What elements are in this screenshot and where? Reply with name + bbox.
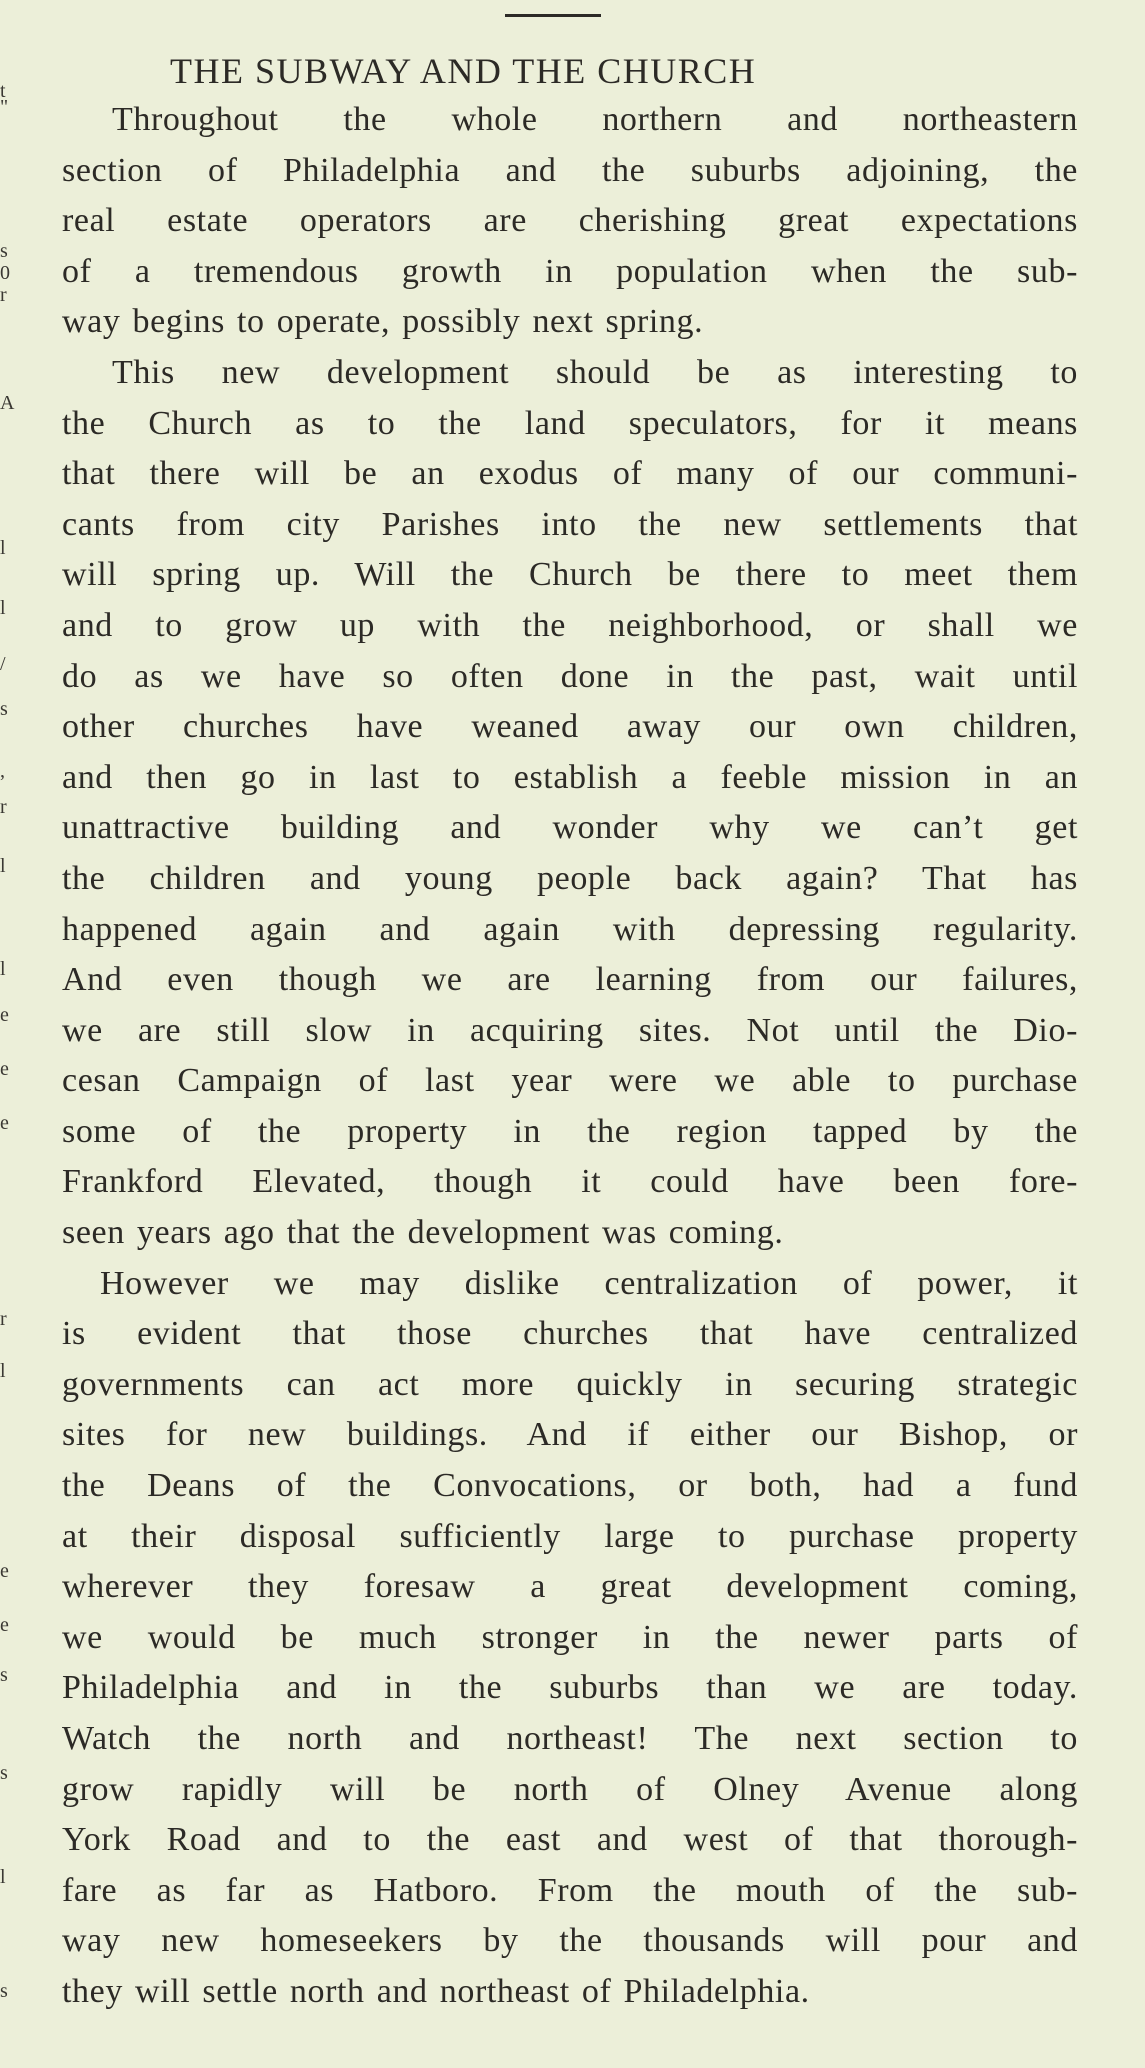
paragraph-2 [62, 348, 1078, 1259]
text-line: fare as far as Hatboro. From the mouth of the sub- [62, 1871, 1078, 1909]
margin-fragment: s [0, 1762, 8, 1784]
text-line: they will settle north and northeast of Philadelphia. [62, 1972, 810, 2010]
text-line: Philadelphia and in the suburbs than we are today. [62, 1669, 1078, 1707]
margin-fragment: e [0, 1614, 9, 1636]
margin-fragment: , [0, 760, 5, 782]
margin-fragment: s [0, 1664, 8, 1686]
top-rule [505, 14, 601, 17]
margin-fragment: r [0, 1308, 7, 1330]
text-line: will spring up. Will the Church be there to meet them [62, 556, 1078, 594]
left-margin-fragments [0, 0, 22, 2068]
text-line: the Church as to the land speculators, for it means [62, 404, 1078, 442]
margin-fragment: l [0, 537, 6, 559]
margin-fragment: l [0, 855, 6, 877]
margin-fragment: e [0, 1112, 9, 1134]
text-line: wherever they foresaw a great development coming, [62, 1568, 1078, 1606]
text-line: do as we have so often done in the past, wait until [62, 657, 1078, 695]
margin-fragment: e [0, 1058, 9, 1080]
margin-fragment: " [0, 96, 9, 118]
text-line: real estate operators are cherishing great expectations [62, 202, 1078, 240]
text-line: the Deans of the Convocations, or both, had a fund [62, 1467, 1078, 1505]
text-line: York Road and to the east and west of that thorough- [62, 1821, 1078, 1859]
text-line: that there will be an exodus of many of our communi- [62, 455, 1078, 493]
text-line: we would be much stronger in the newer parts of [62, 1618, 1078, 1656]
margin-fragment: A [0, 392, 15, 414]
text-line: is evident that those churches that have centralized [62, 1315, 1078, 1353]
text-line: sites for new buildings. And if either our Bishop, or [62, 1416, 1078, 1454]
margin-fragment: r [0, 284, 7, 306]
text-line: unattractive building and wonder why we can’t get [62, 809, 1078, 847]
paragraph-1 [62, 95, 1078, 348]
text-line: some of the property in the region tapped by the [62, 1112, 1078, 1150]
margin-fragment: r [0, 796, 7, 818]
text-line: other churches have weaned away our own children, [62, 708, 1078, 746]
margin-fragment: l [0, 597, 6, 619]
text-line: cants from city Parishes into the new settlements that [62, 505, 1078, 543]
paragraph-3 [62, 1259, 1078, 2018]
margin-fragment: 0 [0, 262, 10, 284]
text-line: happened again and again with depressing regularity. [62, 910, 1078, 948]
text-line: and to grow up with the neighborhood, or shall we [62, 606, 1078, 644]
margin-fragment: s [0, 698, 8, 720]
text-line: And even though we are learning from our failures, [62, 961, 1078, 999]
text-line: seen years ago that the development was coming. [62, 1214, 784, 1252]
text-line: This new development should be as interesting to [112, 353, 1078, 391]
text-line: Watch the north and northeast! The next section to [62, 1720, 1078, 1757]
margin-fragment: l [0, 1360, 6, 1382]
margin-fragment: l [0, 958, 6, 980]
text-line: However we may dislike centralization of power, it [100, 1264, 1078, 1302]
text-line: grow rapidly will be north of Olney Avenue along [62, 1770, 1078, 1808]
text-line: and then go in last to establish a feeble mission in an [62, 758, 1078, 796]
margin-fragment: / [0, 653, 6, 675]
margin-fragment: e [0, 1560, 9, 1582]
article-title: THE SUBWAY AND THE CHURCH [170, 51, 757, 91]
text-line: at their disposal sufficiently large to purchase property [62, 1517, 1078, 1555]
text-line: the children and young people back again? That has [62, 859, 1078, 897]
text-line: Throughout the whole northern and northeastern [112, 101, 1078, 138]
text-line: of a tremendous growth in population when the sub- [62, 252, 1078, 290]
margin-fragment: s [0, 1980, 8, 2002]
text-line: cesan Campaign of last year were we able to purchase [62, 1062, 1078, 1100]
text-line: way begins to operate, possibly next spring. [62, 303, 704, 341]
text-line: Frankford Elevated, though it could have been fore- [62, 1163, 1078, 1201]
margin-fragment: t [0, 80, 6, 102]
margin-fragment: e [0, 1004, 9, 1026]
margin-fragment: l [0, 1866, 6, 1888]
text-line: governments can act more quickly in securing strategic [62, 1365, 1078, 1403]
text-line: way new homeseekers by the thousands will pour and [62, 1922, 1078, 1960]
text-line: section of Philadelphia and the suburbs adjoining, the [62, 151, 1078, 189]
text-line: we are still slow in acquiring sites. Not until the Dio- [62, 1011, 1078, 1049]
article-body [62, 95, 1078, 2018]
margin-fragment: s [0, 240, 8, 262]
